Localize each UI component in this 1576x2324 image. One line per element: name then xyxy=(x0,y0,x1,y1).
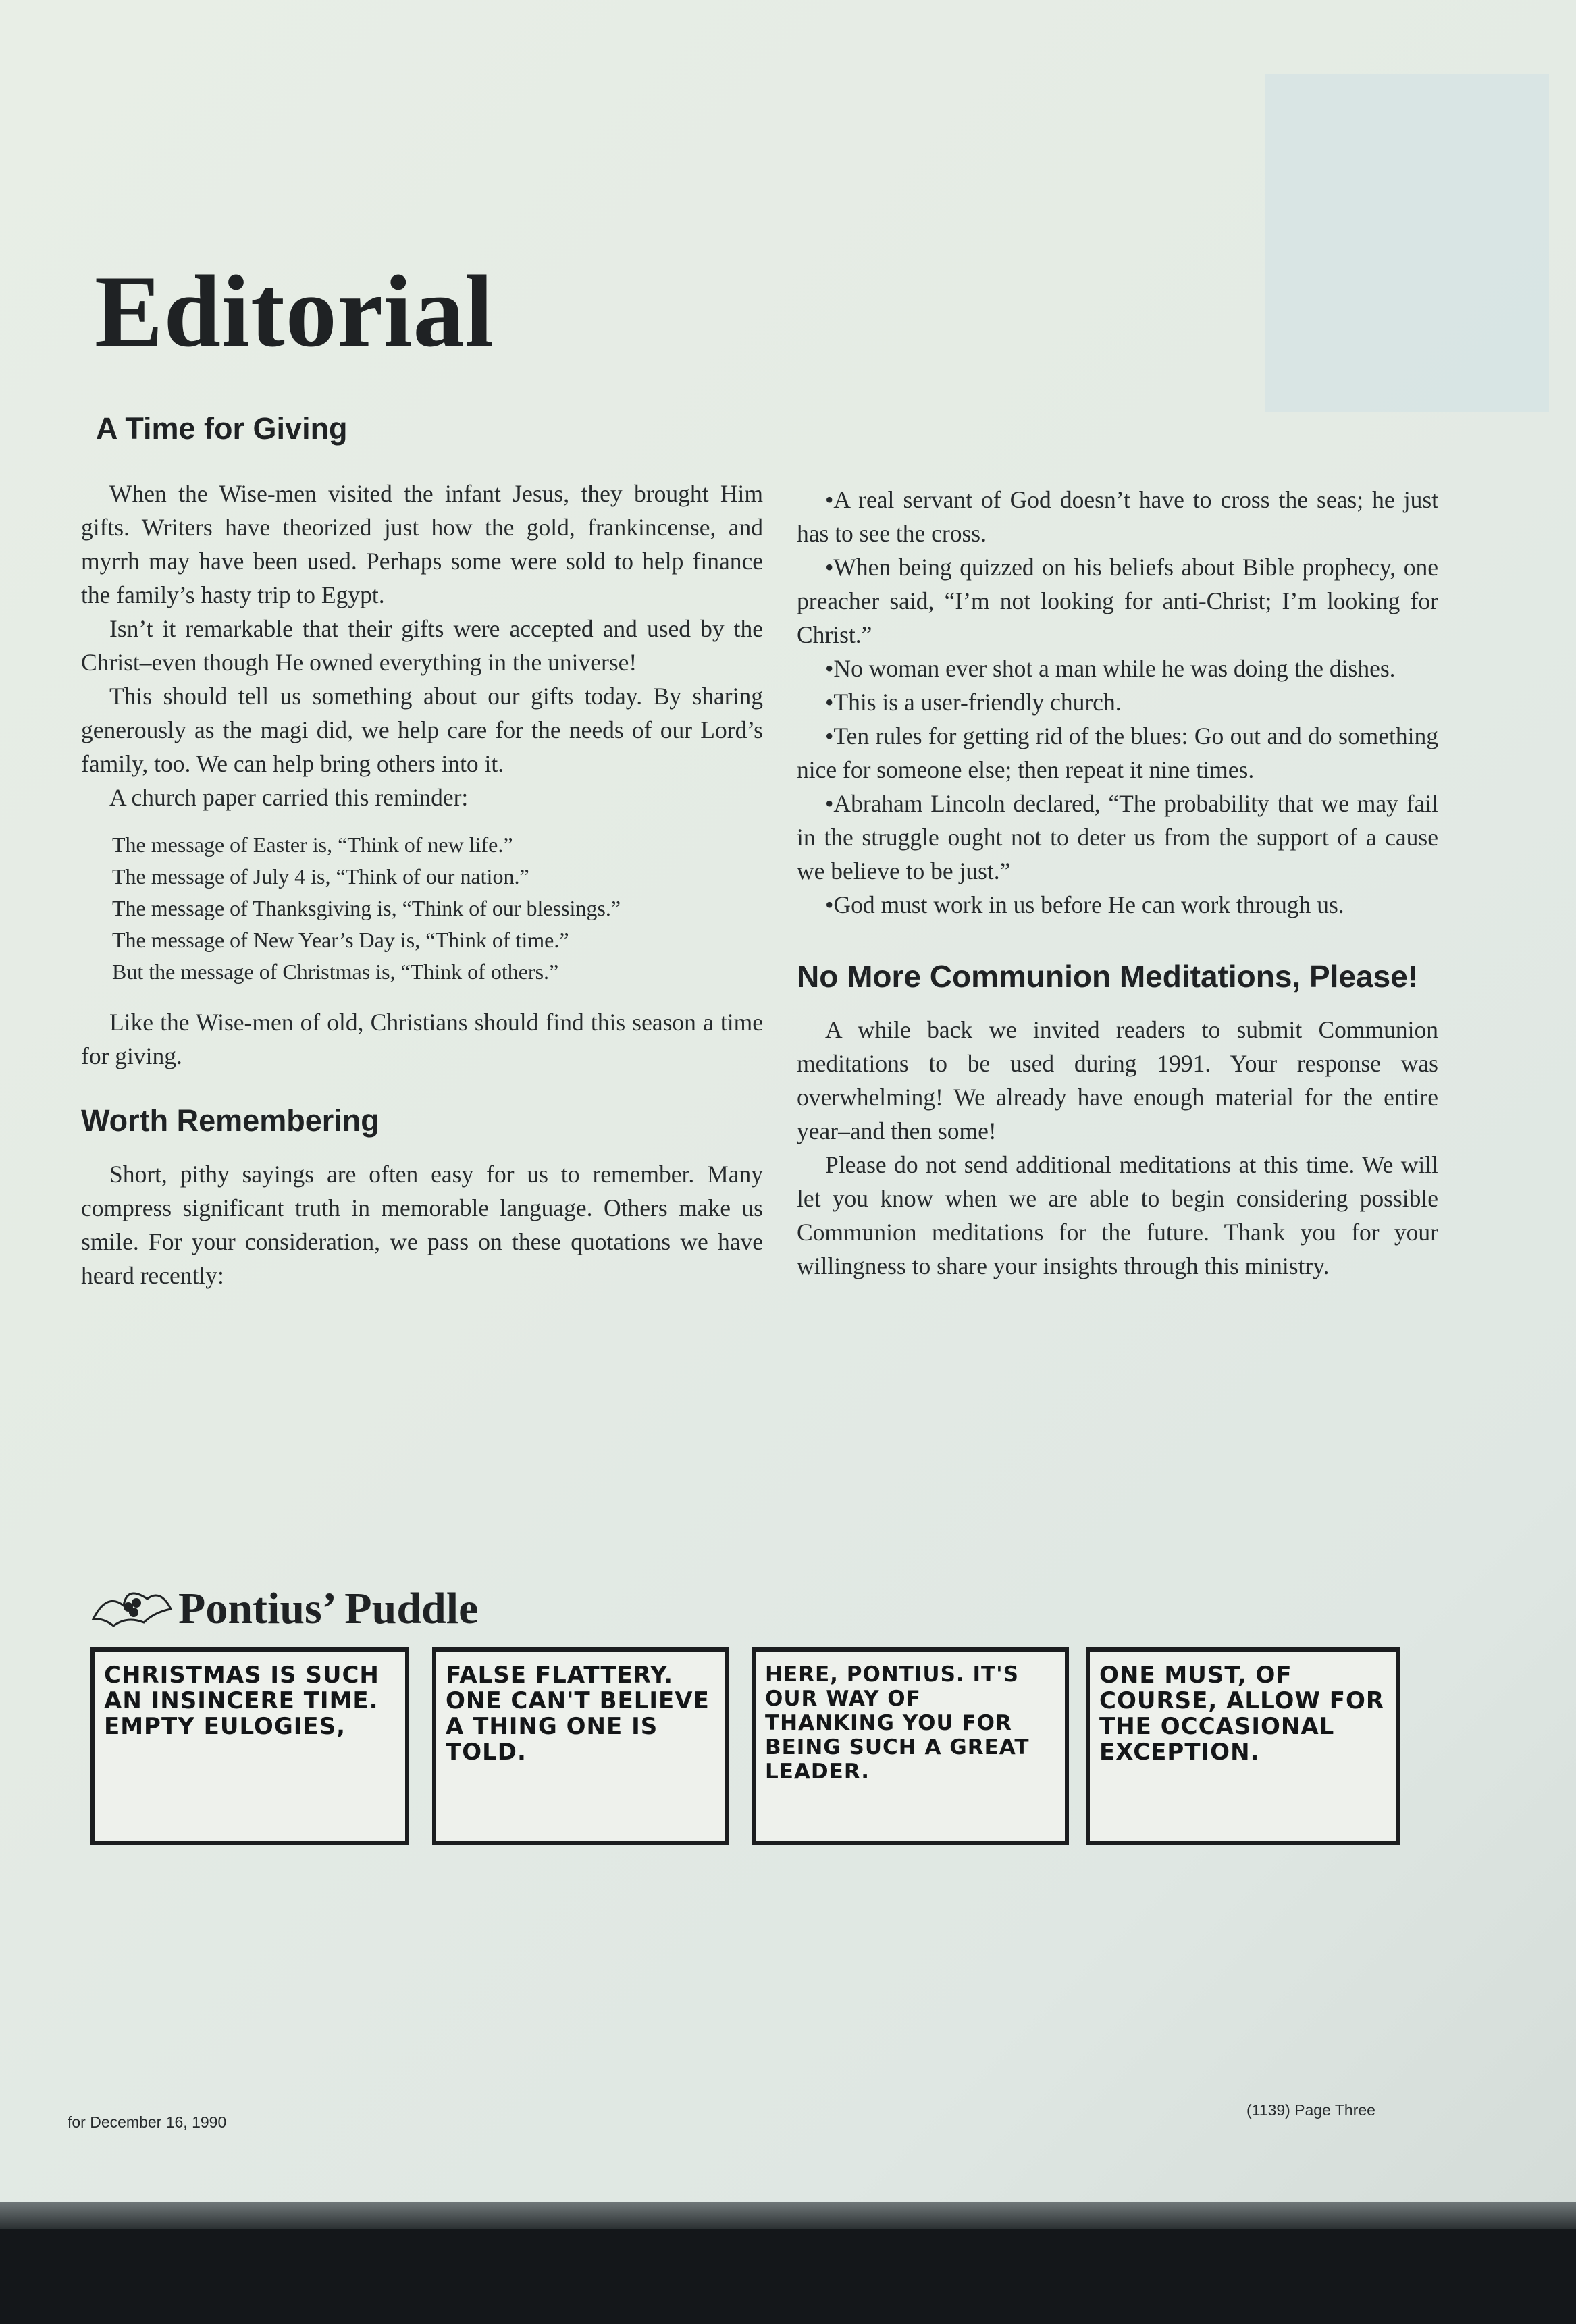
paragraph: When the Wise-men visited the infant Jesus, they brought Him gifts. Writers have theorized just how the gold, frankincense, and myrrh may have been used. Perhaps some were sold to help finance the family’s hasty trip to Egypt. xyxy=(81,479,763,608)
paragraph: A church paper carried this reminder: xyxy=(109,783,469,811)
saying-item: •When being quizzed on his beliefs about Bible prophecy, one preacher said, “I’m not looking for anti-Christ; I’m looking for Christ.” xyxy=(797,554,1438,648)
heading-time-for-giving: A Time for Giving xyxy=(96,411,348,446)
saying-item: •Abraham Lincoln declared, “The probability that we may fail in the struggle ought not to deter us from the support of a cause we believe to be just.” xyxy=(797,790,1438,884)
quote-line: The message of July 4 is, “Think of our nation.” xyxy=(112,864,529,889)
comic-panel-1 xyxy=(90,1647,409,1830)
comic-art-1 xyxy=(90,1826,409,1845)
comic-panel-3 xyxy=(752,1647,1069,1830)
saying-item: •No woman ever shot a man while he was doing the dishes. xyxy=(825,655,1396,682)
footer-page-number: (1139) Page Three xyxy=(1246,2101,1375,2119)
speech-balloon-1: CHRISTMAS IS SUCH AN INSINCERE TIME. EMPTY EULOGIES, xyxy=(104,1662,379,1740)
masthead-title: Editorial xyxy=(95,255,494,368)
quote-line: The message of Easter is, “Think of new life.” xyxy=(112,832,513,857)
page-edge xyxy=(0,2202,1576,2229)
comic-art-3 xyxy=(752,1826,1069,1845)
sayings-list xyxy=(797,483,1438,922)
saying-item: •A real servant of God doesn’t have to cross the seas; he just has to see the cross. xyxy=(797,486,1438,547)
paragraph: A while back we invited readers to submit Communion meditations to be used during 1991. Your response was overwhelming! We already have enough material for the entire year–and then some! xyxy=(797,1015,1438,1144)
paragraph: Isn’t it remarkable that their gifts were accepted and used by the Christ–even though He owned everything in the universe! xyxy=(81,614,763,676)
comic-panel-2 xyxy=(432,1647,729,1830)
quote-line: The message of New Year’s Day is, “Think of time.” xyxy=(112,927,569,952)
speech-balloon-4: ONE MUST, OF COURSE, ALLOW FOR THE OCCASIONAL EXCEPTION. xyxy=(1099,1662,1385,1766)
left-column xyxy=(81,412,763,1292)
comic-panel-4 xyxy=(1086,1647,1400,1830)
article-time-for-giving xyxy=(81,477,763,1073)
speech-balloon-3: HERE, PONTIUS. IT'S OUR WAY OF THANKING YOU FOR BEING SUCH A GREAT LEADER. xyxy=(765,1662,1030,1784)
paragraph: Like the Wise-men of old, Christians should find this season a time for giving. xyxy=(81,1008,763,1069)
saying-item: •Ten rules for getting rid of the blues: Go out and do something nice for someone else; then repeat it nine times. xyxy=(797,722,1438,783)
speech-balloon-2: FALSE FLATTERY. ONE CAN'T BELIEVE A THING ONE IS TOLD. xyxy=(446,1662,710,1766)
paragraph: This should tell us something about our gifts today. By sharing generously as the magi did, we help care for the needs of our Lord’s family, too. We can help bring others into it. xyxy=(81,682,763,777)
holly-icon xyxy=(86,1579,174,1633)
paragraph: Short, pithy sayings are often easy for us to remember. Many compress significant truth in memorable language. Others make us smile. For your consideration, we pass on these quotations we have heard recently: xyxy=(81,1161,763,1289)
footer-date: for December 16, 1990 xyxy=(68,2113,227,2131)
paragraph: Please do not send additional meditations at this time. We will let you know when we are able to begin considering possible Communion meditations for the future. Thank you for your willingness to share your insights through this ministry. xyxy=(797,1151,1438,1279)
heading-communion-meditations: No More Communion Meditations, Please! xyxy=(797,959,1419,994)
comic-art-2 xyxy=(432,1826,729,1845)
quote-line: The message of Thanksgiving is, “Think of our blessings.” xyxy=(112,895,621,920)
heading-worth-remembering: Worth Remembering xyxy=(81,1103,379,1138)
reminder-quotes xyxy=(112,829,763,988)
comic-title xyxy=(86,1579,478,1635)
saying-item: •God must work in us before He can work through us. xyxy=(825,891,1344,918)
right-column xyxy=(797,483,1438,1283)
saying-item: •This is a user-friendly church. xyxy=(825,689,1122,716)
quote-line: But the message of Christmas is, “Think of others.” xyxy=(112,959,559,984)
comic-title-text: Pontius’ Puddle xyxy=(178,1584,479,1633)
comic-art-4 xyxy=(1086,1826,1400,1845)
